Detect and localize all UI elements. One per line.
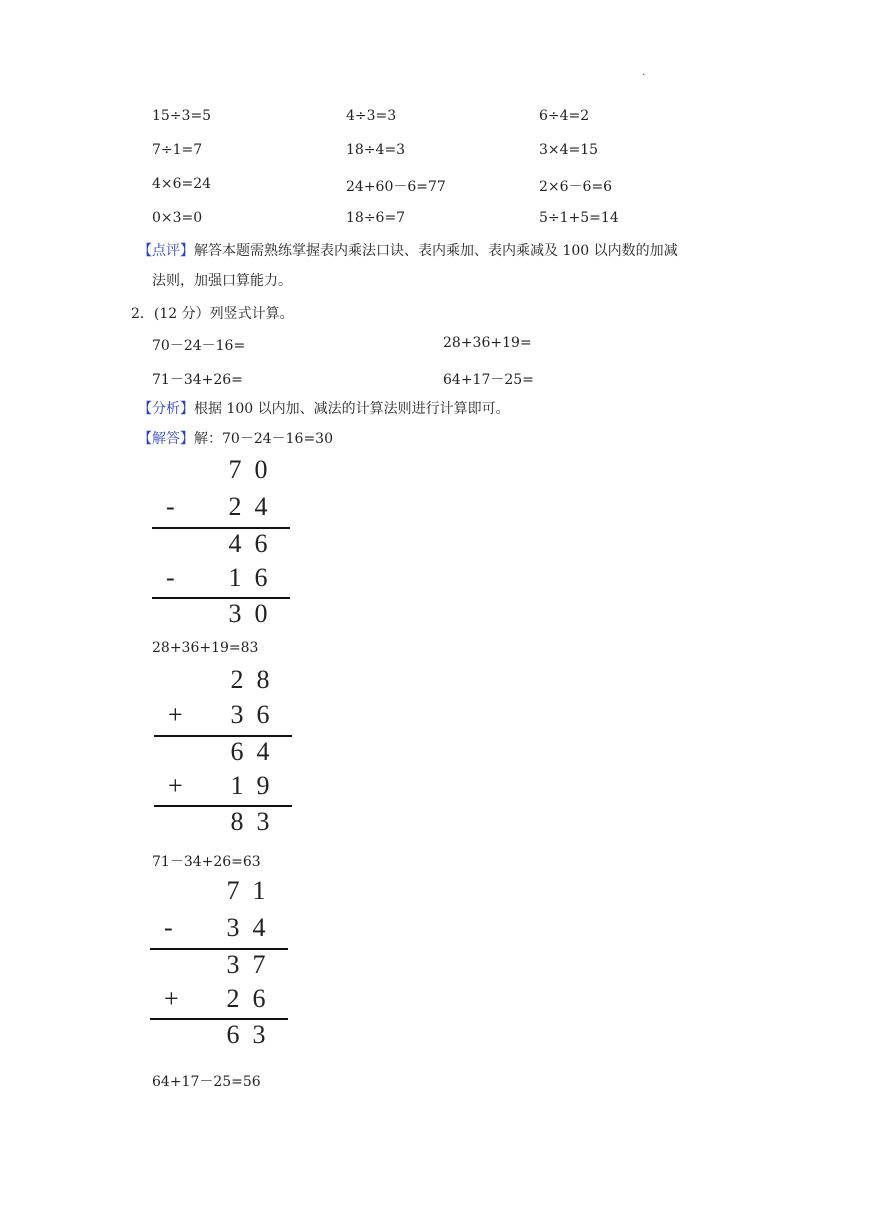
comment-text: 解答本题需熟练掌握表内乘法口诀、表内乘加、表内乘减及 100 以内数的加减 bbox=[194, 243, 678, 259]
digit: 7 bbox=[228, 455, 242, 484]
vertical-row bbox=[150, 913, 290, 949]
operator-sign: + bbox=[168, 700, 183, 729]
digit: 3 bbox=[256, 807, 270, 836]
question-2-title: 2．(12 分）列竖式计算。 bbox=[131, 306, 294, 322]
answer-row bbox=[152, 176, 772, 200]
answer-cell: 24+60－6=77 bbox=[346, 179, 446, 195]
comment-line-1 bbox=[138, 236, 678, 266]
vertical-row bbox=[154, 807, 294, 843]
question-equation: 64+17－25= bbox=[443, 372, 534, 388]
digit: 2 bbox=[230, 665, 244, 694]
answer-cell: 7÷1=7 bbox=[152, 142, 203, 158]
analysis-tag: 【分析】 bbox=[138, 401, 194, 417]
answer-cell: 0×3=0 bbox=[152, 210, 203, 226]
vertical-row bbox=[152, 492, 292, 528]
vertical-row bbox=[150, 876, 290, 912]
answer-cell: 5÷1+5=14 bbox=[539, 210, 619, 226]
digit: 3 bbox=[226, 913, 240, 942]
vertical-row bbox=[152, 455, 292, 491]
vertical-row bbox=[152, 529, 292, 565]
digit: 3 bbox=[226, 950, 240, 979]
digit: 6 bbox=[252, 984, 266, 1013]
digit: 4 bbox=[228, 529, 242, 558]
vertical-row bbox=[150, 1020, 290, 1056]
digit: 9 bbox=[256, 771, 270, 800]
vertical-row bbox=[154, 665, 294, 701]
digit: 7 bbox=[226, 876, 240, 905]
digit: 3 bbox=[252, 1020, 266, 1049]
operator-sign: - bbox=[166, 492, 175, 521]
analysis-text: 根据 100 以内加、减法的计算法则进行计算即可。 bbox=[194, 401, 510, 417]
vertical-calculation-2 bbox=[154, 665, 294, 836]
answer-row bbox=[152, 210, 772, 234]
vertical-row bbox=[150, 950, 290, 986]
digit: 0 bbox=[254, 599, 268, 628]
vertical-row bbox=[152, 563, 292, 599]
solution-tag: 【解答】 bbox=[138, 431, 194, 447]
question-equation: 71－34+26= bbox=[152, 372, 243, 388]
digit: 6 bbox=[254, 529, 268, 558]
solution-text: 解：70－24－16=30 bbox=[194, 431, 333, 447]
digit: 3 bbox=[230, 700, 244, 729]
digit: 1 bbox=[228, 563, 242, 592]
digit: 2 bbox=[226, 984, 240, 1013]
question-equation: 28+36+19= bbox=[443, 335, 532, 351]
vertical-row bbox=[154, 700, 294, 736]
answer-cell: 18÷6=7 bbox=[346, 210, 406, 226]
answer-row bbox=[152, 142, 772, 166]
comment-line-2: 法则，加强口算能力。 bbox=[152, 273, 292, 289]
question-equation: 70－24－16= bbox=[152, 338, 246, 354]
vertical-calculation-3 bbox=[150, 876, 290, 1049]
digit: 6 bbox=[230, 737, 244, 766]
operator-sign: + bbox=[164, 984, 179, 1013]
answer-cell: 2×6－6=6 bbox=[539, 179, 613, 195]
digit: 6 bbox=[256, 700, 270, 729]
digit: 6 bbox=[226, 1020, 240, 1049]
digit: 4 bbox=[256, 737, 270, 766]
digit: 8 bbox=[230, 807, 244, 836]
answer-cell: 18÷4=3 bbox=[346, 142, 406, 158]
vertical-calculation-3-label: 71－34+26=63 bbox=[152, 854, 261, 870]
vertical-row bbox=[150, 984, 290, 1020]
digit: 4 bbox=[252, 913, 266, 942]
digit: 8 bbox=[256, 665, 270, 694]
vertical-calculation-2-label: 28+36+19=83 bbox=[152, 640, 259, 656]
analysis-line bbox=[138, 394, 510, 424]
digit: 7 bbox=[252, 950, 266, 979]
operator-sign: - bbox=[166, 563, 175, 592]
vertical-row bbox=[152, 599, 292, 635]
answer-row bbox=[152, 108, 772, 132]
solution-line bbox=[138, 424, 333, 454]
vertical-row bbox=[154, 771, 294, 807]
operator-sign: - bbox=[164, 913, 173, 942]
last-equation: 64+17－25=56 bbox=[152, 1074, 261, 1090]
digit: 4 bbox=[254, 492, 268, 521]
answer-cell: 15÷3=5 bbox=[152, 108, 212, 124]
digit: 6 bbox=[254, 563, 268, 592]
answer-cell: 3×4=15 bbox=[539, 142, 599, 158]
comment-tag: 【点评】 bbox=[138, 243, 194, 259]
digit: 1 bbox=[230, 771, 244, 800]
vertical-calculation-1 bbox=[152, 455, 292, 628]
digit: 3 bbox=[228, 599, 242, 628]
digit: 2 bbox=[228, 492, 242, 521]
operator-sign: + bbox=[168, 771, 183, 800]
vertical-row bbox=[154, 737, 294, 773]
page-marker: · bbox=[642, 70, 646, 81]
digit: 1 bbox=[252, 876, 266, 905]
answer-cell: 4÷3=3 bbox=[346, 108, 397, 124]
answer-cell: 6÷4=2 bbox=[539, 108, 590, 124]
answer-cell: 4×6=24 bbox=[152, 176, 212, 192]
digit: 0 bbox=[254, 455, 268, 484]
